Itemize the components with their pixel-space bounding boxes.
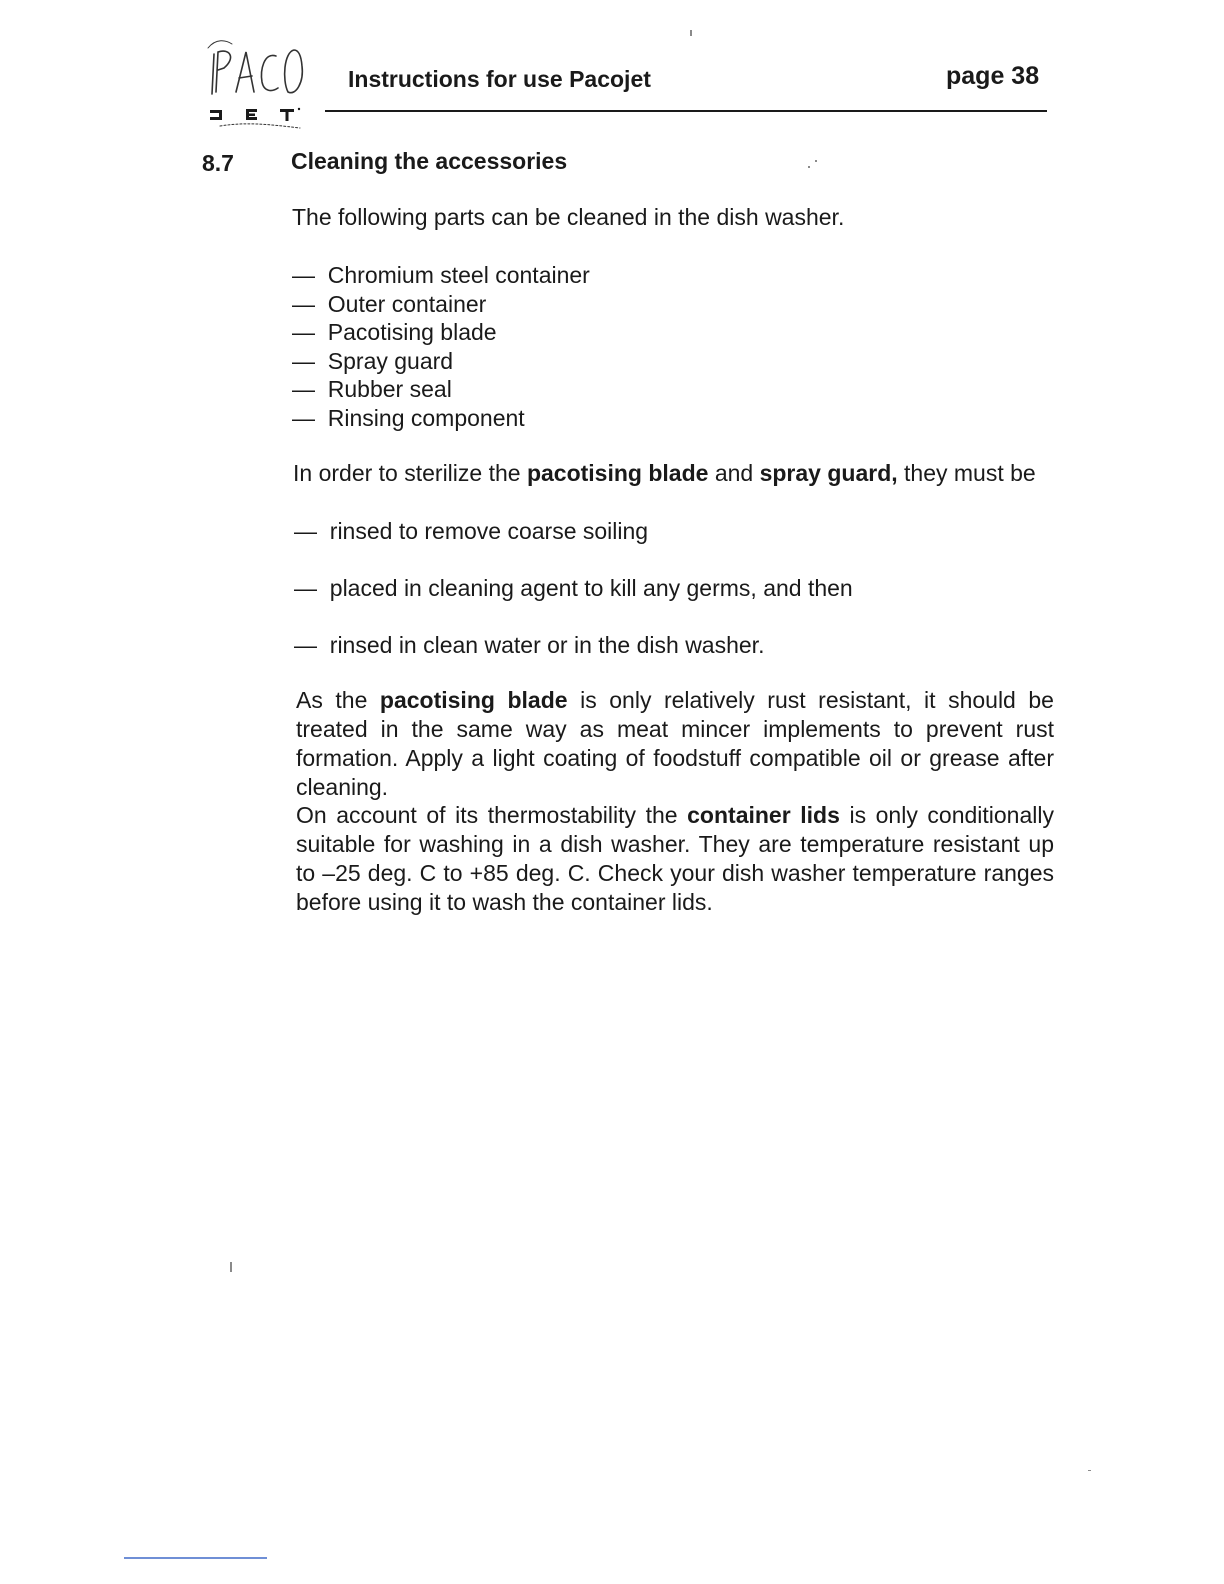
blade-bold: pacotising blade <box>379 687 568 713</box>
step-item: — rinsed to remove coarse soiling <box>294 518 648 545</box>
scan-speck <box>815 160 817 162</box>
lids-paragraph <box>296 801 1054 917</box>
page-number: page 38 <box>946 62 1040 90</box>
list-item: — Chromium steel container <box>292 261 590 290</box>
pacojet-logo <box>196 30 324 138</box>
list-item: — Spray guard <box>292 347 590 376</box>
lids-text-1: On account of its thermostability the <box>296 802 688 828</box>
list-item: — Outer container <box>292 290 590 319</box>
lids-bold: container lids <box>687 802 840 828</box>
sterilize-bold-guard: spray guard, <box>759 460 898 486</box>
sterilize-text-1: In order to sterilize the <box>293 460 527 486</box>
sterilize-text-2: and <box>708 460 760 486</box>
sterilize-paragraph <box>293 459 1036 488</box>
blade-text-1: As the <box>296 687 380 713</box>
header-divider <box>325 110 1047 112</box>
sterilize-text-3: they must be <box>897 460 1036 486</box>
list-item: — Pacotising blade <box>292 318 590 347</box>
step-item: — rinsed in clean water or in the dish washer. <box>294 632 764 659</box>
sterilize-bold-blade: pacotising blade <box>526 460 709 486</box>
scan-speck <box>808 166 810 168</box>
blade-paragraph <box>296 686 1054 802</box>
intro-text: The following parts can be cleaned in the dish washer. <box>292 204 845 230</box>
scan-speck <box>230 1262 232 1272</box>
header-title: Instructions for use Pacojet <box>348 66 651 92</box>
parts-list <box>292 261 590 433</box>
list-item: — Rubber seal <box>292 375 590 404</box>
scan-speck <box>1088 1470 1091 1471</box>
list-item: — Rinsing component <box>292 404 590 433</box>
blade-text-2: is only relatively rust resistant, it should be treated in the same way as meat mincer implements to prevent rust formation. Apply a light coating of foodstuff compatible oil or grease after cleaning. <box>296 687 1054 800</box>
lids-text-2: is only conditionally suitable for washing in a dish washer. They are temperature resistant up to –25 deg. C to +85 deg. C. Check your dish washer temperature ranges before using it to wash the container lids. <box>296 802 1054 915</box>
step-item: — placed in cleaning agent to kill any germs, and then <box>294 575 853 602</box>
scan-speck <box>690 30 692 36</box>
footer-rule <box>124 1557 267 1559</box>
section-title: Cleaning the accessories <box>291 148 568 174</box>
section-number: 8.7 <box>202 150 234 176</box>
